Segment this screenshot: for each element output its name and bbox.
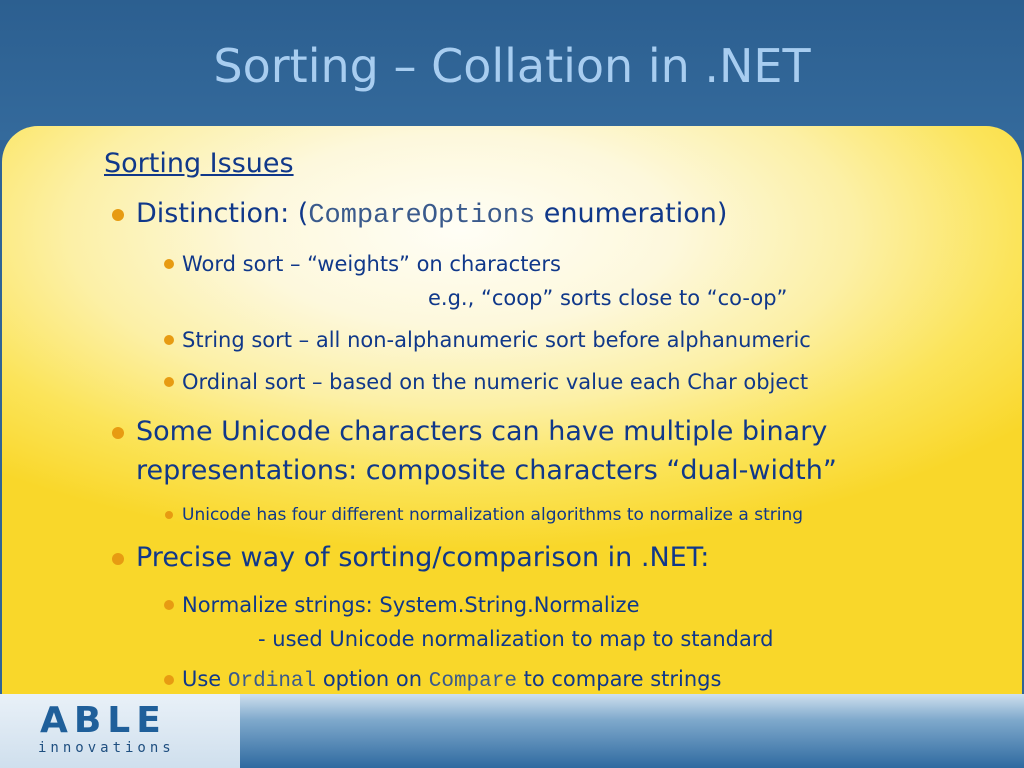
bullet-text: Use xyxy=(182,667,228,691)
code-compare: Compare xyxy=(428,670,517,693)
bullet-ordinal-sort: Ordinal sort – based on the numeric value each Char object xyxy=(182,370,809,394)
bullet-dot xyxy=(164,335,174,345)
bullet-dot xyxy=(164,600,174,610)
bullet-normalize-strings: Normalize strings: System.String.Normalize xyxy=(182,593,640,617)
bullet-dot xyxy=(112,209,124,221)
bullet-text: Distinction: ( xyxy=(136,198,309,229)
bullet-normalize-strings-detail: - used Unicode normalization to map to standard xyxy=(258,627,774,651)
logo-able-text: ABLE xyxy=(40,700,167,741)
bullet-unicode-line2: representations: composite characters “dual-width” xyxy=(136,455,837,486)
bullet-dot xyxy=(164,675,174,685)
bullet-string-sort: String sort – all non-alphanumeric sort before alphanumeric xyxy=(182,328,811,352)
logo-tagline: innovations xyxy=(38,740,175,756)
bullet-dot xyxy=(164,259,174,269)
bullet-distinction xyxy=(136,198,727,231)
bullet-text: enumeration) xyxy=(535,198,728,229)
code-ordinal: Ordinal xyxy=(227,670,317,693)
bullet-word-sort: Word sort – “weights” on characters xyxy=(182,252,561,276)
bullet-normalization-algorithms: Unicode has four different normalization algorithms to normalize a string xyxy=(182,505,804,525)
bullet-dot xyxy=(112,553,124,565)
bullet-text: to compare strings xyxy=(516,667,722,691)
bullet-use-ordinal xyxy=(182,667,721,693)
bullet-word-sort-example: e.g., “coop” sorts close to “co-op” xyxy=(428,286,788,310)
code-compareoptions: CompareOptions xyxy=(308,201,536,231)
bullet-dot xyxy=(164,377,174,387)
section-heading: Sorting Issues xyxy=(104,148,294,179)
bullet-text: option on xyxy=(316,667,429,691)
slide-title: Sorting – Collation in .NET xyxy=(213,39,811,93)
bullet-precise-way: Precise way of sorting/comparison in .NET: xyxy=(136,542,710,573)
bullet-unicode-line1: Some Unicode characters can have multiple binary xyxy=(136,416,828,447)
bullet-dot xyxy=(112,427,124,439)
bullet-dot xyxy=(165,511,173,519)
